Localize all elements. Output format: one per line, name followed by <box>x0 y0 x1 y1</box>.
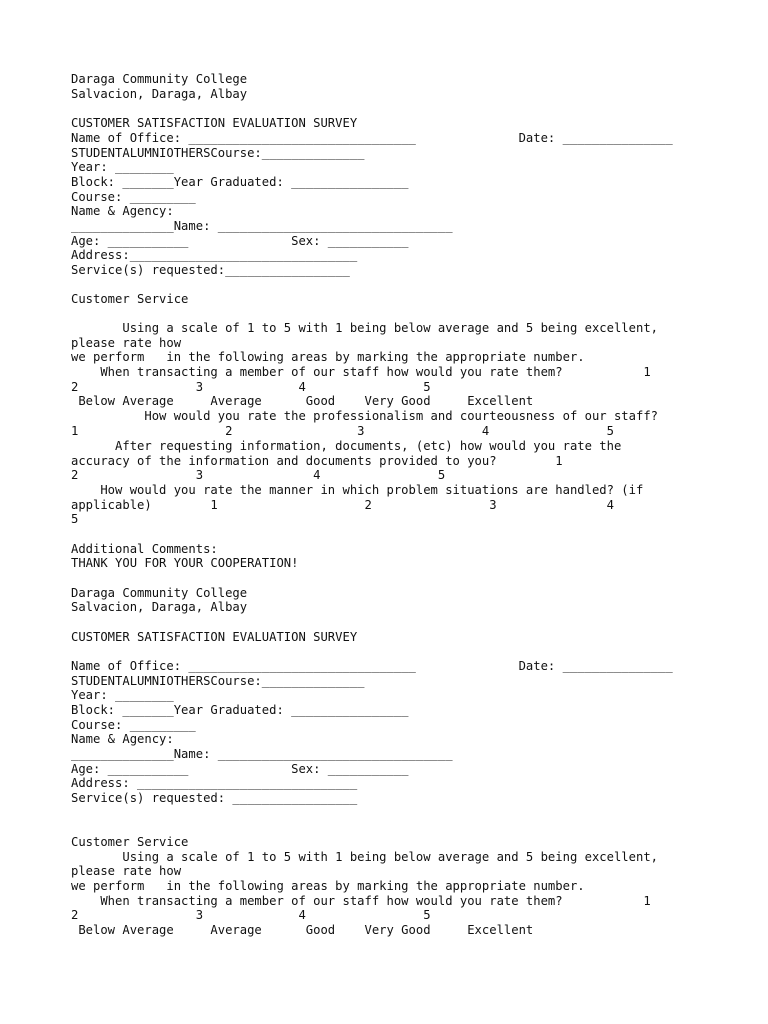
college-name: Daraga Community College <box>71 586 248 600</box>
question-1: When transacting a member of our staff how would you rate them? 1 <box>71 894 651 908</box>
age-sex-line: Age: ___________ Sex: ___________ <box>71 234 409 248</box>
question-4-scale: 5 <box>71 512 79 526</box>
year-line: Year: ________ <box>71 160 174 174</box>
office-date-line: Name of Office: _______________________________ Date: _______________ <box>71 659 673 673</box>
rating-legend: Below Average Average Good Very Good Excellent <box>71 394 534 408</box>
college-address: Salvacion, Daraga, Albay <box>71 600 248 614</box>
age-sex-line: Age: ___________ Sex: ___________ <box>71 762 409 776</box>
name-agency-label: Name & Agency: <box>71 732 174 746</box>
question-3: After requesting information, documents, (etc) how would you rate the <box>71 439 622 453</box>
survey-title: CUSTOMER SATISFACTION EVALUATION SURVEY <box>71 116 358 130</box>
comments-label: Additional Comments: <box>71 542 218 556</box>
scale-instruction-cont: we perform in the following areas by marking the appropriate number. <box>71 350 585 364</box>
scale-instruction-cont: please rate how <box>71 864 182 878</box>
survey-title: CUSTOMER SATISFACTION EVALUATION SURVEY <box>71 630 358 644</box>
address-line: Address: ______________________________ <box>71 776 358 790</box>
office-date-line: Name of Office: _______________________________ Date: _______________ <box>71 131 673 145</box>
scale-instruction: Using a scale of 1 to 5 with 1 being below average and 5 being excellent, <box>71 321 658 335</box>
scale-instruction-cont: please rate how <box>71 336 182 350</box>
services-line: Service(s) requested:_________________ <box>71 263 350 277</box>
thank-you-text: THANK YOU FOR YOUR COOPERATION! <box>71 556 299 570</box>
question-2-scale: 1 2 3 4 5 <box>71 424 614 438</box>
course-line: Course: _________ <box>71 190 196 204</box>
question-3-cont: accuracy of the information and documents provided to you? 1 <box>71 454 563 468</box>
question-4: How would you rate the manner in which problem situations are handled? (if <box>71 483 644 497</box>
question-1-scale: 2 3 4 5 <box>71 908 431 922</box>
address-line: Address:_______________________________ <box>71 248 358 262</box>
question-4-cont: applicable) 1 2 3 4 <box>71 498 614 512</box>
college-address: Salvacion, Daraga, Albay <box>71 87 248 101</box>
scale-instruction-cont: we perform in the following areas by marking the appropriate number. <box>71 879 585 893</box>
rating-legend: Below Average Average Good Very Good Excellent <box>71 923 534 937</box>
college-name: Daraga Community College <box>71 72 248 86</box>
name-line: ______________Name: ________________________________ <box>71 219 453 233</box>
respondent-type-line: STUDENTALUMNIOTHERSCourse:______________ <box>71 674 365 688</box>
name-agency-label: Name & Agency: <box>71 204 174 218</box>
course-line: Course: _________ <box>71 718 196 732</box>
name-line: ______________Name: ________________________________ <box>71 747 453 761</box>
section-heading: Customer Service <box>71 835 189 849</box>
question-1-scale: 2 3 4 5 <box>71 380 431 394</box>
respondent-type-line: STUDENTALUMNIOTHERSCourse:______________ <box>71 146 365 160</box>
question-2: How would you rate the professionalism and courteousness of our staff? <box>71 409 658 423</box>
section-heading: Customer Service <box>71 292 189 306</box>
question-1: When transacting a member of our staff how would you rate them? 1 <box>71 365 651 379</box>
year-line: Year: ________ <box>71 688 174 702</box>
services-line: Service(s) requested: _________________ <box>71 791 358 805</box>
scale-instruction: Using a scale of 1 to 5 with 1 being below average and 5 being excellent, <box>71 850 658 864</box>
block-year-graduated-line: Block: _______Year Graduated: ________________ <box>71 175 409 189</box>
block-year-graduated-line: Block: _______Year Graduated: ________________ <box>71 703 409 717</box>
question-3-scale: 2 3 4 5 <box>71 468 446 482</box>
